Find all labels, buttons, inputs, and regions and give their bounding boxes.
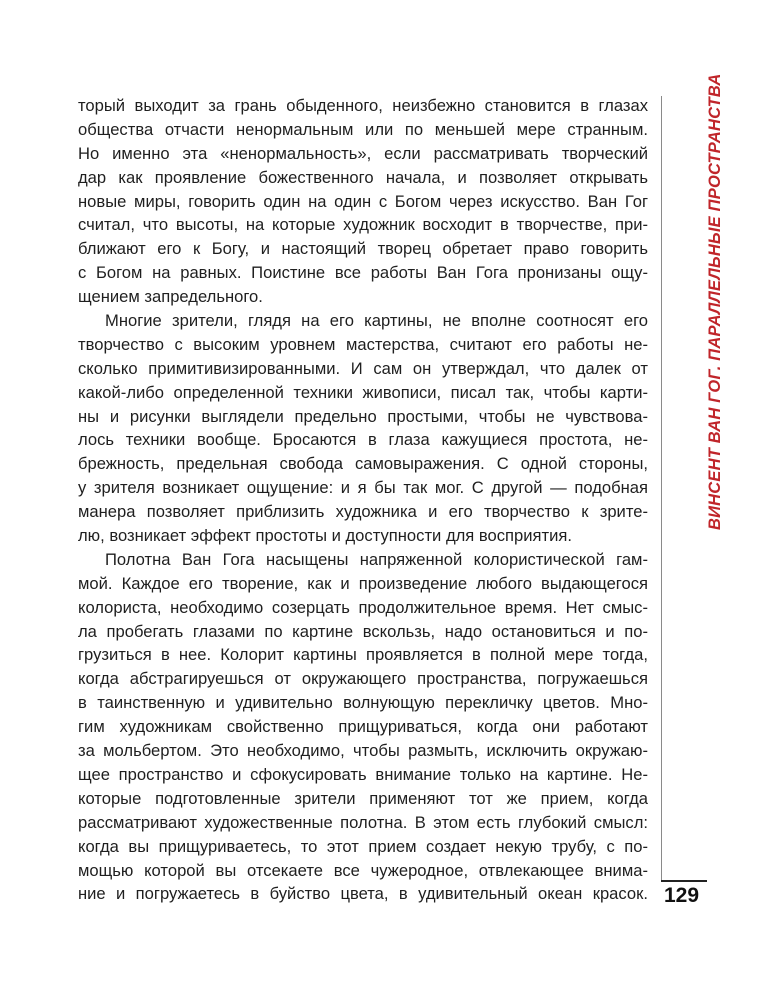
body-text bbox=[78, 94, 648, 906]
text-line: сколько примитивизированными. И сам он утверждал, что далек от bbox=[78, 358, 648, 378]
text-line: ны и рисунки выглядели предельно простыми, чтобы не чувствова- bbox=[78, 406, 648, 426]
text-line: новые миры, говорить один на один с Богом через искусство. Ван Гог bbox=[78, 191, 648, 211]
text-line: считал, что высоты, на которые художник восходит в творчестве, при- bbox=[78, 215, 648, 235]
text-line: когда абстрагируешься от окружающего пространства, погружаешься bbox=[78, 669, 648, 689]
side-rule bbox=[661, 96, 662, 881]
text-line: брежность, предельная свобода самовыражения. С одной стороны, bbox=[78, 454, 648, 474]
text-line: мой. Каждое его творение, как и произведение любого выдающегося bbox=[78, 573, 648, 593]
text-line: Многие зрители, глядя на его картины, не вполне соотносят его bbox=[105, 311, 648, 331]
text-line: торый выходит за грань обыденного, неизбежно становится в глазах bbox=[78, 96, 648, 115]
text-line: рассматривают художественные полотна. В этом есть глубокий смысл: bbox=[78, 812, 648, 832]
text-line: дар как проявление божественного начала, и позволяет открывать bbox=[78, 167, 648, 187]
text-line: лось техники вообще. Бросаются в глаза кажущиеся простота, не- bbox=[78, 430, 648, 450]
text-line: щее пространство и сфокусировать внимание только на картине. Не- bbox=[78, 764, 648, 784]
text-line: лю, возникает эффект простоты и доступности для восприятия. bbox=[78, 526, 572, 546]
text-line: щением запредельного. bbox=[78, 287, 263, 307]
text-line: ближают его к Богу, и настоящий творец обретает право говорить bbox=[78, 239, 648, 259]
text-line: которые подготовленные зрители применяют тот же прием, когда bbox=[78, 788, 648, 808]
text-line: грузиться в нее. Колорит картины проявляется в полной мере тогда, bbox=[78, 645, 648, 665]
text-line: когда вы прищуриваетесь, то этот прием создает некую трубу, с по- bbox=[78, 836, 648, 856]
text-line: ние и погружаетесь в буйство цвета, в удивительный океан красок. bbox=[78, 884, 648, 904]
text-line: Полотна Ван Гога насыщены напряженной колористической гам- bbox=[105, 549, 648, 569]
text-line: Но именно эта «ненормальность», если рассматривать творческий bbox=[78, 143, 648, 163]
text-line: колориста, необходимо созерцать продолжительное время. Нет смыс- bbox=[78, 597, 648, 617]
text-line: ла пробегать глазами по картине вскользь, надо остановиться и по- bbox=[78, 621, 648, 641]
text-line: творчество с высоким уровнем мастерства, считают его работы не- bbox=[78, 334, 648, 354]
text-line: мощью которой вы отсекаете все чужеродное, отвлекающее внима- bbox=[78, 860, 648, 880]
text-line: манера позволяет приблизить художника и его творчество к зрите- bbox=[78, 502, 648, 522]
text-line: какой-либо определенной техники живописи, писал так, чтобы карти- bbox=[78, 382, 648, 402]
text-line: с Богом на равных. Поистине все работы Ван Гога пронизаны ощу- bbox=[78, 263, 648, 283]
text-line: за мольбертом. Это необходимо, чтобы размыть, исключить окружаю- bbox=[78, 741, 648, 761]
folio-rule bbox=[661, 880, 707, 882]
page-number: 129 bbox=[664, 884, 700, 907]
running-head: ВИНСЕНТ ВАН ГОГ. ПАРАЛЛЕЛЬНЫЕ ПРОСТРАНСТВА bbox=[706, 73, 724, 530]
text-line: общества отчасти ненормальным или по меньшей мере странным. bbox=[78, 119, 648, 139]
text-line: у зрителя возникает ощущение: и я бы так мог. С другой — подобная bbox=[78, 478, 648, 498]
text-line: в таинственную и удивительно волнующую перекличку цветов. Мно- bbox=[78, 693, 648, 713]
text-line: гим художникам свойственно прищуриваться, когда они работают bbox=[78, 717, 648, 737]
